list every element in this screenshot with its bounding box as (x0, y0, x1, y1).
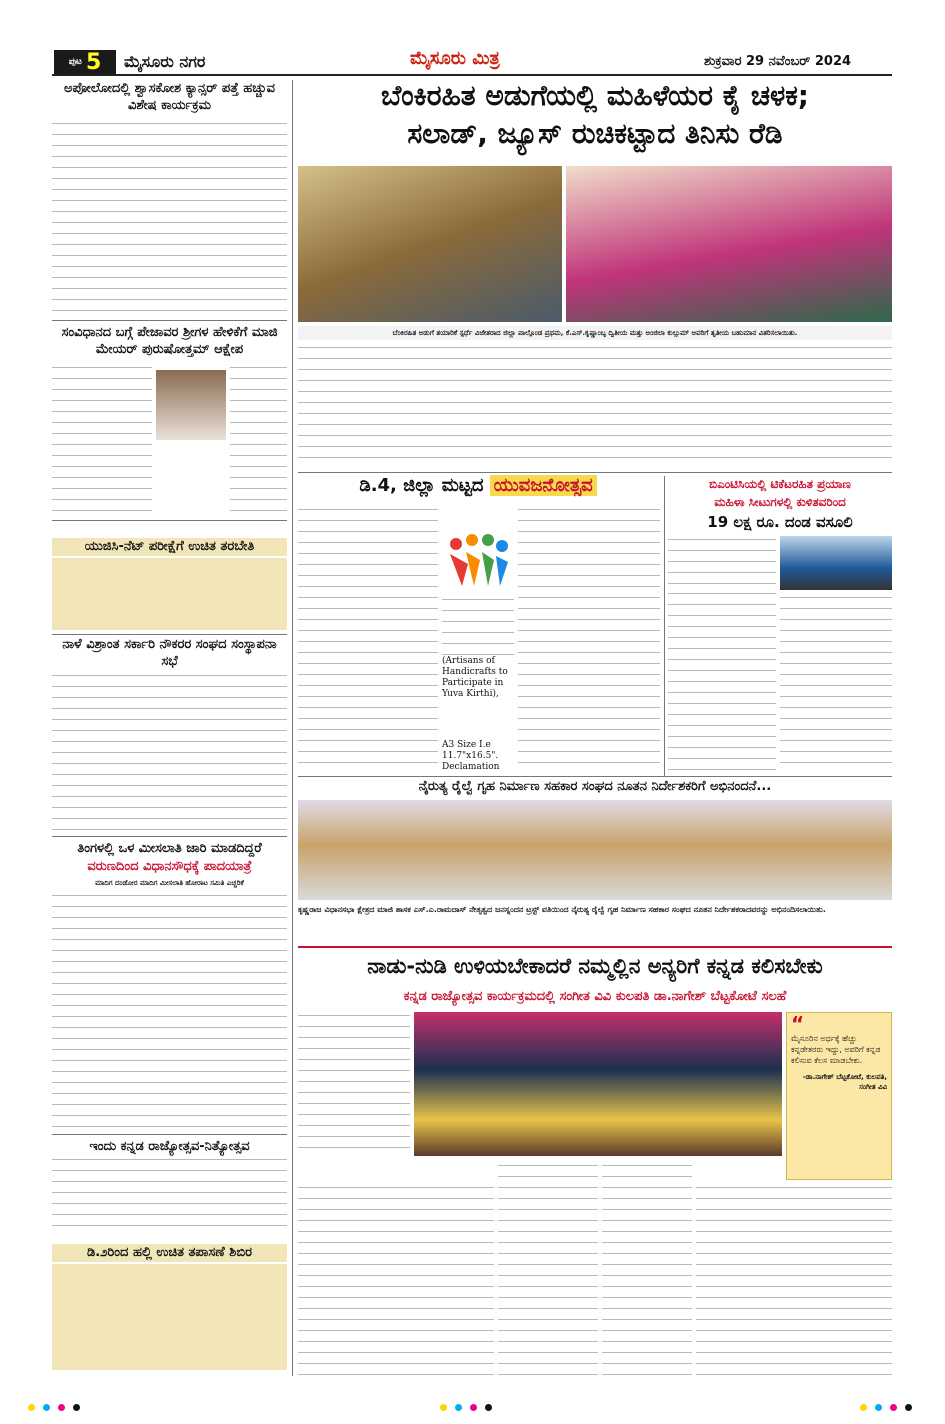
kannada-body-1 (298, 1012, 410, 1156)
divider (298, 946, 892, 948)
kannada-headline: ನಾಡು-ನುಡಿ ಉಳಿಯಬೇಕಾದರೆ ನಮ್ಮಲ್ಲಿನ ಅನ್ಯರಿಗೆ ಕನ್ನಡ ಕಲಿಸಬೇಕು (367, 954, 823, 978)
kannada-body-2 (298, 1184, 494, 1376)
article-ugc-title: ಯುಜಿಸಿ-ನೆಟ್ ಪರೀಕ್ಷೆಗೆ ಉಚಿತ ತರಬೇತಿ (52, 538, 287, 556)
youth-fest-body-2 (442, 596, 514, 656)
color-dot (440, 1404, 447, 1411)
newspaper-title: ಮೈಸೂರು ಮಿತ್ರ (410, 48, 500, 69)
kannada-event-photo (414, 1012, 782, 1156)
article-apollo-body (52, 120, 287, 316)
cooking-photo-caption: ಬೆಂಕಿರಹಿತ ಅಡುಗೆ ತಯಾರಿಕೆ ಸ್ಪರ್ಧೆ ವಿಜೇತರಾದ ಜಿಲ್ಲಾ ಪಾಲ್ಗೊಂಡ ಪ್ರಥಮ, ಕೆ.ಎಸ್.ಕೃಷ್ಣಾಂಬ್ಳ ದ್ವಿತೀಯ ಮತ್ತು ಅಂಜಿಲಾ ಕುಲ್ಸುಮ್ ಅವರಿಗೆ ತೃತೀಯ ಬಹುಮಾನ ವಿತರಿಸಲಾಯಿತು. (298, 326, 892, 340)
size-note: A3 Size I.e 11.7"x16.5". Declamation (442, 740, 500, 772)
article-reservation-title-1: ತಿಂಗಳಲ್ಲಿ ಒಳ ಮೀಸಲಾತಿ ಜಾರಿ ಮಾಡದಿದ್ದರೆ (77, 841, 262, 856)
divider (298, 472, 892, 473)
main-headline-2: ಸಲಾಡ್, ಜ್ಯೂಸ್ ರುಚಿಕಟ್ಟಾದ ತಿನಿಸು ರೆಡಿ (407, 117, 783, 150)
kannada-body-3 (498, 1162, 598, 1376)
youth-fest-title (298, 476, 658, 497)
issue-date: ಶುಕ್ರವಾರ 29 ನವೆಂಬರ್ 2024 (704, 54, 852, 69)
print-color-marks-center (440, 1404, 492, 1411)
quote-mark: “ (791, 1012, 805, 1036)
quote-box (786, 1012, 892, 1180)
article-constitution-body-2 (230, 364, 287, 516)
article-rajyotsava-body (52, 1156, 287, 1236)
quote-text: ಮೈಸೂರಿನ ಅರ್ಧಕ್ಕೆ ಹೆಚ್ಚು ಕನ್ನಡೇತರರು ಇದ್ದು, ಅವರಿಗೆ ಕನ್ನಡ ಕಲಿಸುವ ಕೆಲಸ ಮಾಡಬೇಕು. (791, 1034, 881, 1065)
page-number-tag (54, 50, 116, 74)
railway-title: ನೈರುತ್ಯ ರೈಲ್ವೆ ಗೃಹ ನಿರ್ಮಾಣ ಸಹಕಾರ ಸಂಘದ ನೂತನ ನಿರ್ದೇಶಕರಿಗೆ ಅಭಿನಂದನೆ... (418, 779, 772, 794)
divider (52, 520, 287, 521)
article-pensioners-title: ನಾಳೆ ವಿಶ್ರಾಂತ ಸರ್ಕಾರಿ ನೌಕರರ ಸಂಘದ ಸಂಸ್ಥಾಪನಾ ಸಭೆ (62, 637, 277, 669)
bus-body-2 (668, 590, 776, 772)
youth-fest-title-2: ಯುವಜನೋತ್ಸವ (490, 475, 597, 496)
article-dental-body (52, 1264, 287, 1370)
bus-title-3: 19 ಲಕ್ಷ ರೂ. ದಂಡ ವಸೂಲಿ (707, 513, 853, 531)
article-pensioners-body (52, 672, 287, 832)
artisans-text: (Artisans of Handicrafts to Participate in Yuva Kirthi), (442, 656, 508, 699)
bus-photo (780, 536, 892, 590)
color-dot (890, 1404, 897, 1411)
divider (52, 320, 287, 321)
bus-title-2: ಮಹಿಳಾ ಸೀಟುಗಳಲ್ಲಿ ಕುಳಿತವರಿಂದ (714, 495, 846, 509)
color-dot (485, 1404, 492, 1411)
article-ugc-body (52, 558, 287, 630)
article-dental-title: ಡಿ.೨ರಿಂದ ಹಲ್ಲಿ ಉಚಿತ ತಪಾಸಣೆ ಶಿಬಿರ (52, 1244, 287, 1262)
column-rule (664, 476, 665, 776)
section-name: ಮೈಸೂರು ನಗರ (124, 52, 206, 71)
color-dot (875, 1404, 882, 1411)
youth-fest-body-1 (298, 506, 438, 772)
print-color-marks-right (860, 1404, 912, 1411)
color-dot (860, 1404, 867, 1411)
divider (52, 1134, 287, 1135)
youth-fest-english (442, 656, 514, 773)
page-number: 5 (85, 49, 102, 75)
column-rule (292, 80, 293, 1376)
print-color-marks-left (28, 1404, 80, 1411)
cooking-article-body (298, 344, 892, 468)
person-photo (156, 370, 226, 440)
bus-body-1 (668, 536, 776, 586)
divider (52, 836, 287, 837)
quote-by: -ಡಾ.ನಾಗೇಶ್ ಬೆಟ್ಟಕೋಟೆ, ಕುಲಪತಿ, ಸಂಗೀತ ವಿವಿ (802, 1073, 887, 1091)
color-dot (73, 1404, 80, 1411)
bus-title-1: ಬಿಎಂಟಿಸಿಯಲ್ಲಿ ಟಿಕೆಟರಹಿತ ಪ್ರಯಾಣ (709, 477, 851, 491)
article-reservation-body (52, 892, 287, 1130)
railway-group-photo (298, 800, 892, 900)
article-apollo-title: ಅಪೋಲೋದಲ್ಲಿ ಶ್ವಾಸಕೋಶ ಕ್ಯಾನ್ಸರ್ ಪತ್ತೆ ಹಚ್ಚುವ ವಿಶೇಷ ಕಾರ್ಯಕ್ರಮ (64, 81, 275, 113)
article-reservation-subtitle: ಮಾದಿಗ ದಂಡೋರ ಮಾದಿಗ ಮೀಸಲಾತಿ ಹೋರಾಟ ಸಮಿತಿ ಎಚ್ಚರಿಕೆ (95, 879, 244, 887)
youth-fest-logo (442, 530, 514, 590)
color-dot (28, 1404, 35, 1411)
color-dot (470, 1404, 477, 1411)
cooking-photo-1 (298, 166, 562, 322)
color-dot (905, 1404, 912, 1411)
article-constitution-title: ಸಂವಿಧಾನದ ಬಗ್ಗೆ ಪೇಜಾವರ ಶ್ರೀಗಳ ಹೇಳಿಕೆಗೆ ಮಾಜಿ ಮೇಯರ್ ಪುರುಷೋತ್ತಮ್ ಆಕ್ಷೇಪ (61, 325, 278, 357)
railway-caption: ಕೃಷ್ಣರಾಜ ವಿಧಾನಸಭಾ ಕ್ಷೇತ್ರದ ಮಾಜಿ ಶಾಸಕ ಎಸ್.ಎ.ರಾಮದಾಸ್ ನೇತೃತ್ವದ ಜನಸ್ನಂದನ ಟ್ರಸ್ಟ್ ವತಿಯಿಂದ ನೈರುತ್ಯ ರೈಲ್ವೆ ಗೃಹ ನಿರ್ಮಾಣ ಸಹಕಾರ ಸಂಘದ ನೂತನ ನಿರ್ದೇಶಕರಾದವರನ್ನು ಅಭಿನಂದಿಸಲಾಯಿತು. (298, 905, 826, 914)
page-word: ಪುಟ (68, 57, 82, 67)
bus-body-3 (780, 594, 892, 772)
youth-fest-body-3 (518, 506, 660, 772)
cooking-photo-2 (566, 166, 892, 322)
kannada-subhead: ಕನ್ನಡ ರಾಜ್ಯೋತ್ಸವ ಕಾರ್ಯಕ್ರಮದಲ್ಲಿ ಸಂಗೀತ ವಿವಿ ಕುಲಪತಿ ಡಾ.ನಾಗೇಶ್ ಬೆಟ್ಟಕೋಟೆ ಸಲಹೆ (403, 989, 787, 1004)
article-reservation-title-2: ವರುಣದಿಂದ ವಿಧಾನಸೌಧಕ್ಕೆ ಪಾದಯಾತ್ರೆ (87, 859, 252, 874)
kannada-body-5 (696, 1184, 892, 1376)
article-constitution-body (52, 364, 152, 516)
divider (298, 776, 892, 777)
main-headline-1: ಬೆಂಕಿರಹಿತ ಅಡುಗೆಯಲ್ಲಿ ಮಹಿಳೆಯರ ಕೈ ಚಳಕ; (381, 79, 809, 112)
divider (52, 634, 287, 635)
kannada-body-4 (602, 1162, 692, 1376)
color-dot (58, 1404, 65, 1411)
color-dot (43, 1404, 50, 1411)
article-rajyotsava-title: ಇಂದು ಕನ್ನಡ ರಾಜ್ಯೋತ್ಸವ-ನಿತ್ಯೋತ್ಸವ (89, 1139, 250, 1154)
color-dot (455, 1404, 462, 1411)
youth-fest-title-1: ಡಿ.4, ಜಿಲ್ಲಾ ಮಟ್ಟದ (359, 475, 484, 496)
